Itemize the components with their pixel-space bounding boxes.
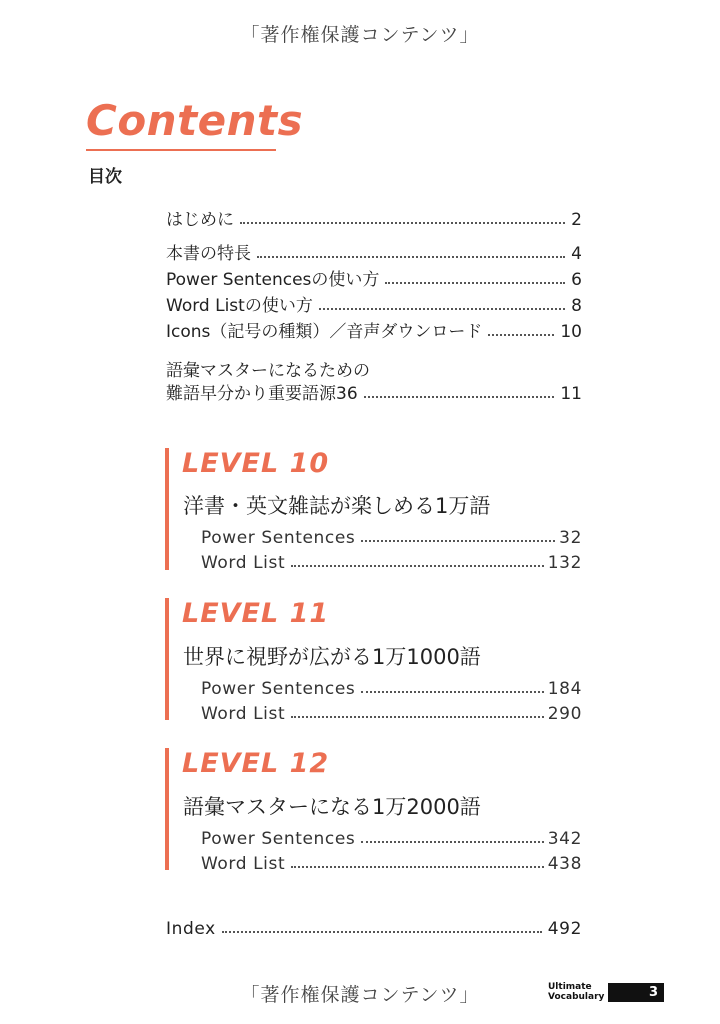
- toc-entry-roots-line1: 語彙マスターになるための: [166, 361, 370, 381]
- footer-brand-line2: Vocabulary: [548, 992, 605, 1002]
- level-12-title: LEVEL 12: [182, 748, 330, 779]
- level-11-title: LEVEL 11: [182, 598, 330, 629]
- toc-entry-power-sentences-usage[interactable]: [166, 266, 582, 290]
- level-10-title: LEVEL 10: [182, 448, 330, 479]
- toc-entry-features[interactable]: [166, 240, 582, 264]
- toc-entry-page: 6: [571, 270, 582, 290]
- level-11-word-list[interactable]: [201, 700, 582, 724]
- level-11-heading: 世界に視野が広がる1万1000語: [183, 645, 481, 669]
- dot-leader: [222, 931, 542, 933]
- toc-entry-label: はじめに: [166, 210, 234, 230]
- toc-entry-word-list-usage[interactable]: [166, 292, 582, 316]
- toc-entry-label: Power Sentences: [201, 829, 356, 849]
- page-subtitle: 目次: [88, 167, 122, 187]
- level-12-heading: 語彙マスターになる1万2000語: [183, 795, 481, 819]
- toc-entry-page: 290: [547, 704, 582, 724]
- footer-brand: [548, 982, 604, 1002]
- toc-entry-page: 342: [547, 829, 582, 849]
- toc-entry-label: Word List: [201, 704, 286, 724]
- toc-entry-label: Index: [166, 919, 216, 939]
- dot-leader: [361, 691, 543, 693]
- level-accent-bar: [165, 448, 169, 570]
- dot-leader: [361, 540, 555, 542]
- toc-entry-page: 32: [559, 528, 582, 548]
- level-accent-bar: [165, 748, 169, 870]
- toc-entry-page: 2: [571, 210, 582, 230]
- toc-entry-label: Word List: [201, 854, 286, 874]
- toc-entry-label: Icons（記号の種類）／音声ダウンロード: [166, 322, 483, 342]
- level-10-heading: 洋書・英文雑誌が楽しめる1万語: [183, 494, 491, 518]
- toc-entry-label: Word List: [201, 553, 286, 573]
- page-title: Contents: [86, 96, 304, 145]
- dot-leader: [385, 282, 565, 284]
- title-underline: [86, 149, 276, 151]
- toc-entry-label: 本書の特長: [166, 244, 251, 264]
- footer-brand-line1: Ultimate: [548, 982, 592, 992]
- dot-leader: [364, 396, 555, 398]
- toc-entry-page: 4: [571, 244, 582, 264]
- toc-entry-page: 11: [560, 384, 582, 404]
- toc-entry-label: 難語早分かり重要語源36: [166, 384, 358, 404]
- dot-leader: [319, 308, 565, 310]
- dot-leader: [291, 716, 544, 718]
- level-10-word-list[interactable]: [201, 549, 582, 573]
- dot-leader: [257, 256, 565, 258]
- level-11-power-sentences[interactable]: [201, 675, 582, 699]
- level-12-power-sentences[interactable]: [201, 825, 582, 849]
- level-12-word-list[interactable]: [201, 850, 582, 874]
- copyright-watermark-top: 「著作権保護コンテンツ」: [240, 24, 480, 46]
- toc-entry-label: Power Sentences: [201, 679, 356, 699]
- footer-page-number: 3: [608, 983, 664, 1002]
- toc-entry-icons-audio[interactable]: [166, 318, 582, 342]
- toc-entry-label: Power Sentencesの使い方: [166, 270, 380, 290]
- toc-entry-label: Power Sentences: [201, 528, 356, 548]
- toc-entry-introduction[interactable]: [166, 206, 582, 230]
- dot-leader: [291, 866, 544, 868]
- dot-leader: [240, 222, 565, 224]
- copyright-watermark-bottom: 「著作権保護コンテンツ」: [240, 984, 480, 1006]
- toc-entry-page: 10: [560, 322, 582, 342]
- toc-entry-roots[interactable]: [166, 380, 582, 404]
- dot-leader: [361, 841, 543, 843]
- dot-leader: [291, 565, 544, 567]
- toc-entry-page: 132: [547, 553, 582, 573]
- toc-entry-page: 492: [547, 919, 582, 939]
- dot-leader: [488, 334, 554, 336]
- level-10-power-sentences[interactable]: [201, 524, 582, 548]
- level-accent-bar: [165, 598, 169, 720]
- toc-entry-page: 8: [571, 296, 582, 316]
- toc-entry-page: 438: [547, 854, 582, 874]
- toc-entry-label: Word Listの使い方: [166, 296, 313, 316]
- toc-entry-page: 184: [547, 679, 582, 699]
- toc-entry-index[interactable]: [166, 915, 582, 939]
